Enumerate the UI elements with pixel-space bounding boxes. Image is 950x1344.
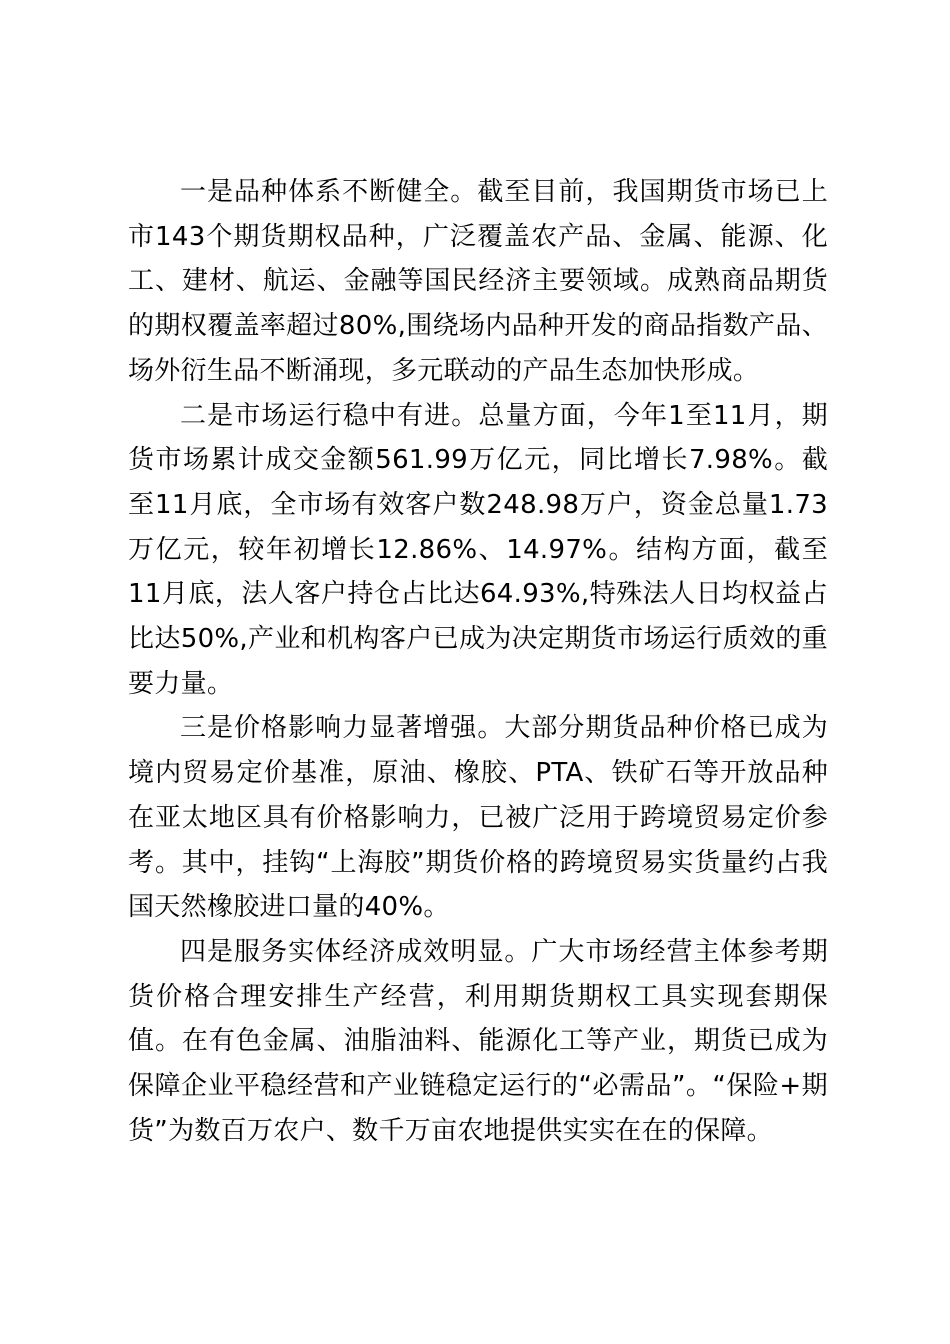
document-body (128, 170, 828, 1153)
paragraph-price-influence: 三是价格影响力显著增强。大部分期货品种价格已成为境内贸易定价基准，原油、橡胶、PTA、铁矿石等开放品种在亚太地区具有价格影响力，已被广泛用于跨境贸易定价参考。其中，挂钩“上海胶”期货价格的跨境贸易实货量约占我国天然橡胶进口量的40%。 (128, 713, 828, 923)
paragraph-market-operation: 二是市场运行稳中有进。总量方面，今年1至11月，期货市场累计成交金额561.99万亿元，同比增长7.98%。截至11月底，全市场有效客户数248.98万户，资金总量1.73万亿元，较年初增长12.86%、14.97%。结构方面，截至11月底，法人客户持仓占比达64.93%,特殊法人日均权益占比达50%,产业和机构客户已成为决定期货市场运行质效的重要力量。 (128, 400, 828, 699)
paragraph-real-economy-service: 四是服务实体经济成效明显。广大市场经营主体参考期货价格合理安排生产经营，利用期货期权工具实现套期保值。在有色金属、油脂油料、能源化工等产业，期货已成为保障企业平稳经营和产业链稳定运行的“必需品”。“保险+期货”为数百万农户、数千万亩农地提供实实在在的保障。 (128, 936, 828, 1146)
paragraph-variety-system: 一是品种体系不断健全。截至目前，我国期货市场已上市143个期货期权品种，广泛覆盖农产品、金属、能源、化工、建材、航运、金融等国民经济主要领域。成熟商品期货的期权覆盖率超过80%,围绕场内品种开发的商品指数产品、场外衍生品不断涌现，多元联动的产品生态加快形成。 (128, 177, 828, 386)
